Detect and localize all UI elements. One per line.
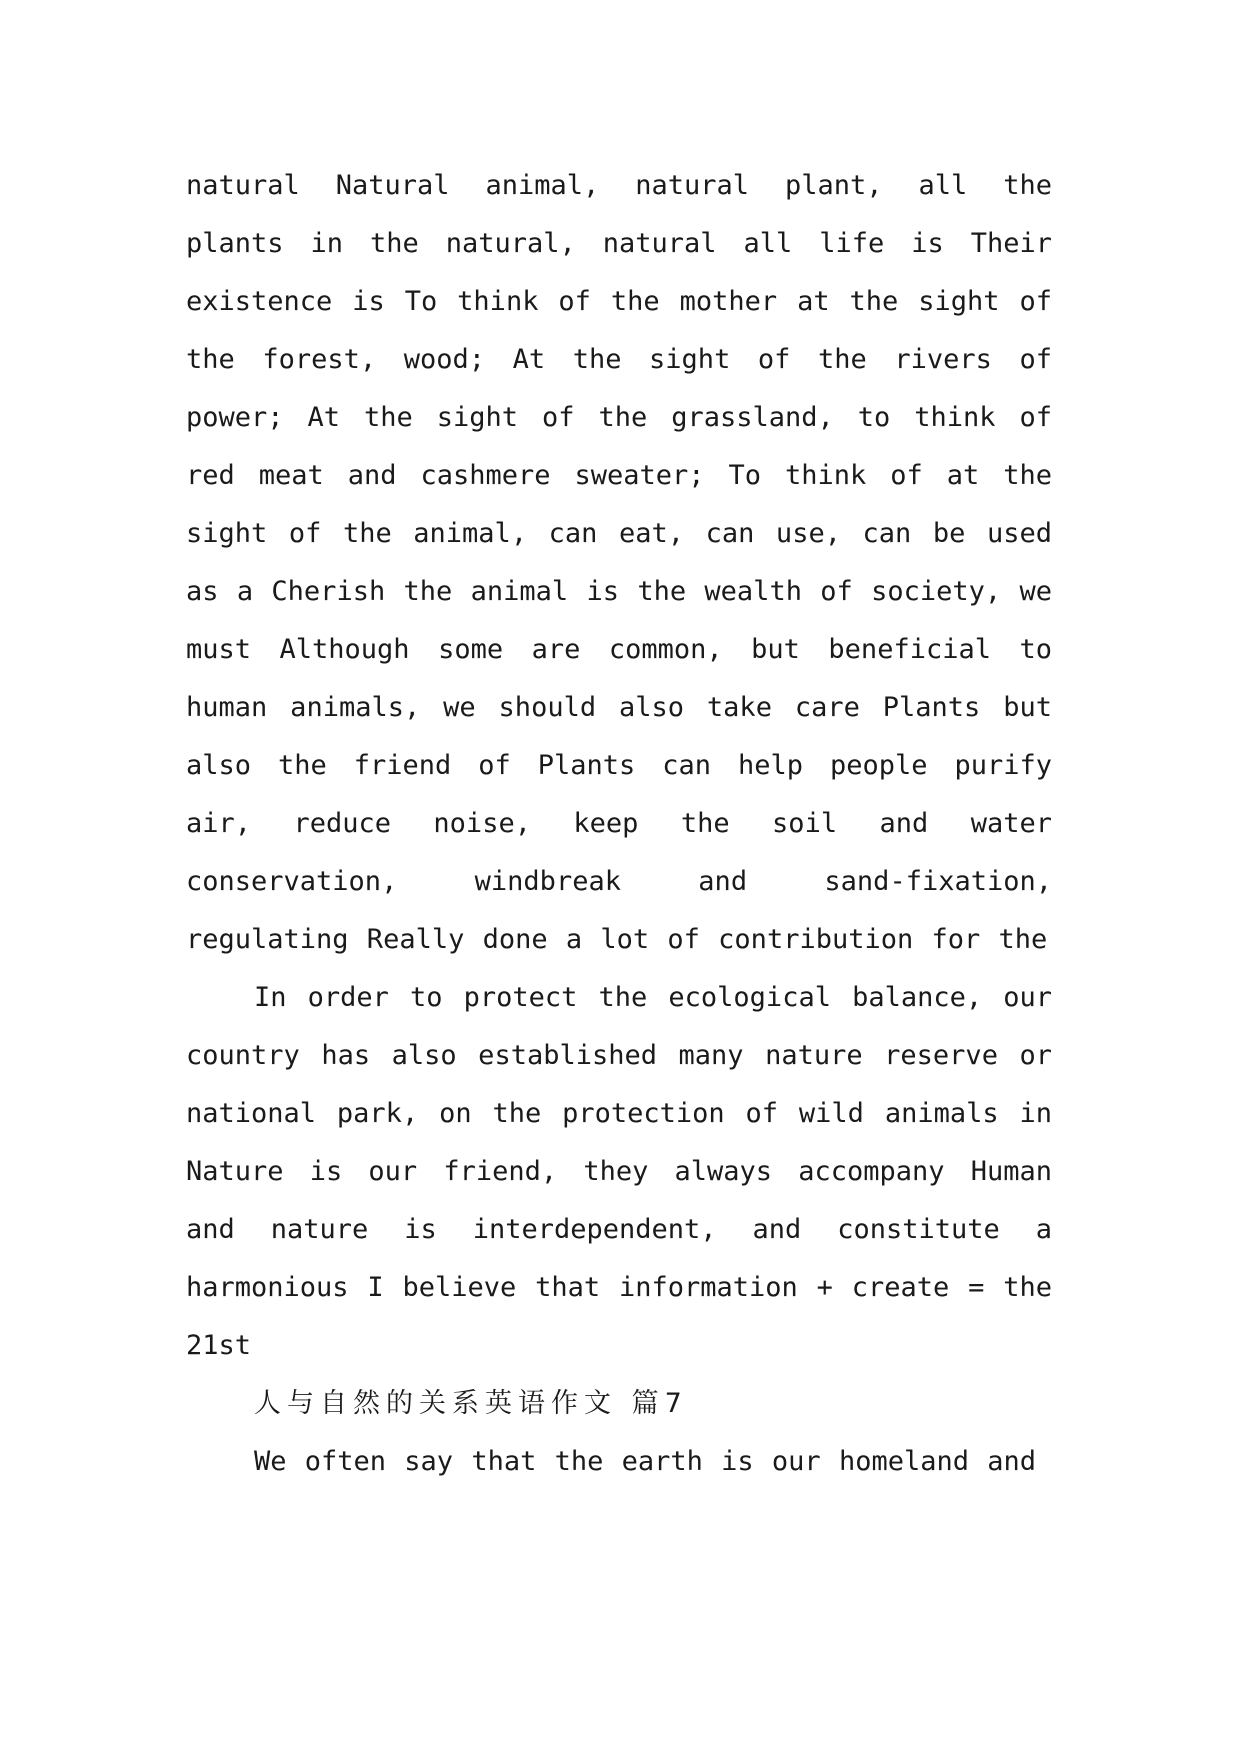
- document-page: [186, 157, 1052, 1491]
- paragraph-1: natural Natural animal, natural plant, all the plants in the natural, natural all life is Their existence is To think of the mother at the sight of the forest, wood; At the sight of the rivers of power; At the sight of the grassland, to think of red meat and cashmere sweater; To think of at the sight of the animal, can eat, can use, can be used as a Cherish the animal is the wealth of society, we must Although some are common, but beneficial to human animals, we should also take care Plants but also the friend of Plants can help people purify air, reduce noise, keep the soil and water conservation, windbreak and sand-fixation, regulating Really done a lot of contribution for the: [186, 170, 1052, 955]
- section-heading: 人与自然的关系英语作文 篇7: [254, 1388, 688, 1419]
- paragraph-3: We often say that the earth is our homeland and: [254, 1446, 1037, 1477]
- paragraph-2: In order to protect the ecological balance, our country has also established many nature reserve or national park, on the protection of wild animals in Nature is our friend, they always accompany Human and nature is interdependent, and constitute a harmonious I believe that information + create = the 21st: [186, 982, 1052, 1361]
